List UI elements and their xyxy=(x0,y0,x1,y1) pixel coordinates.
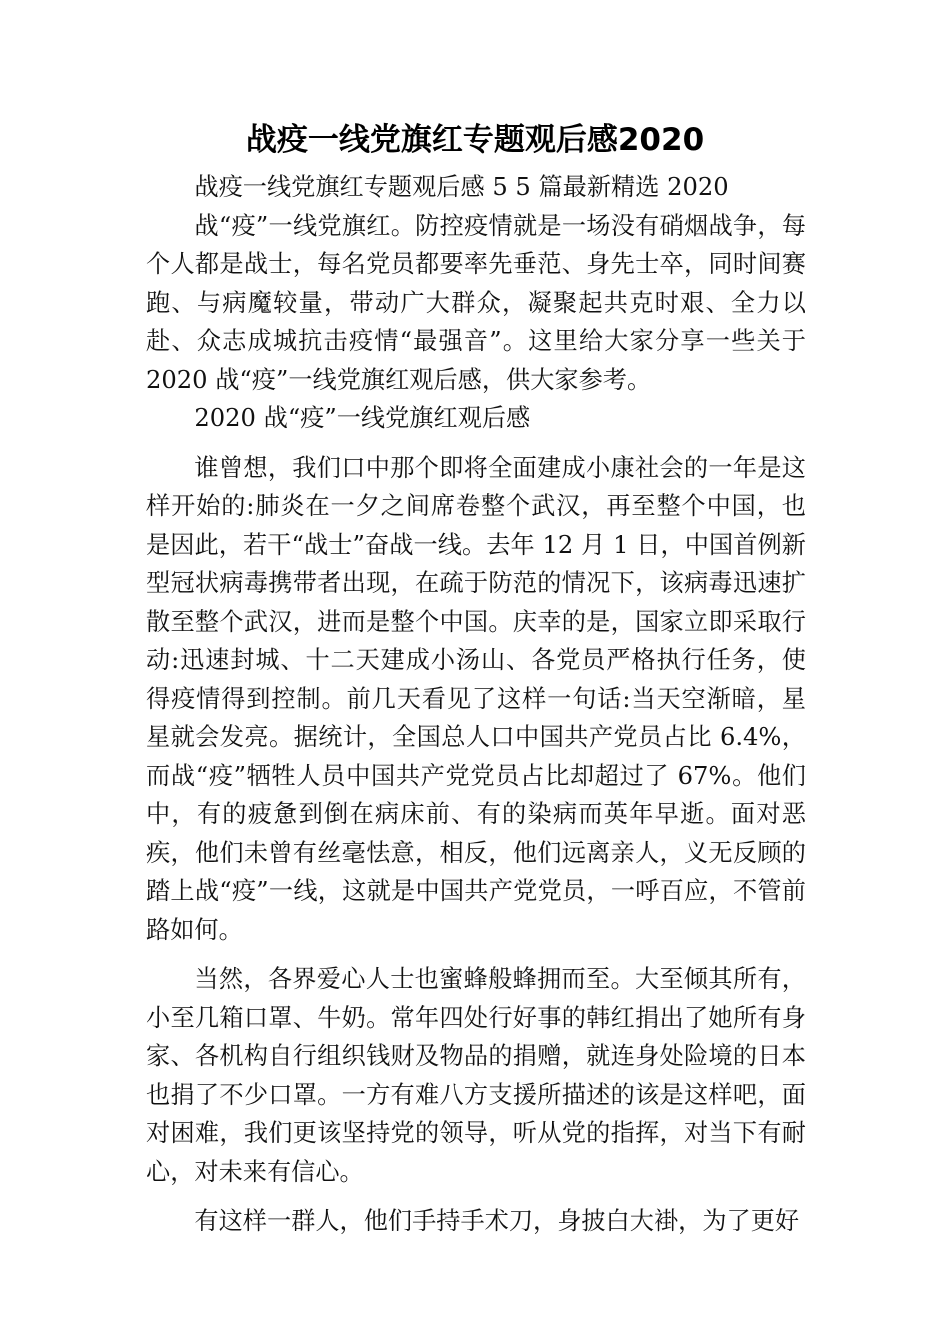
body-paragraph: 当然，各界爱心人士也蜜蜂般蜂拥而至。大至倾其所有，小至几箱口罩、牛奶。常年四处行好事的韩红捐出了她所有身家、各机构自行组织钱财及物品的捐赠，就连身处险境的日本也捐了不少口罩。一方有难八方支援所描述的该是这样吧，面对困难，我们更该坚持党的领导，听从党的指挥，对当下有耐心，对未来有信心。 xyxy=(146,965,806,1186)
section-heading: 2020 战“疫”一线党旗红观后感 xyxy=(194,404,531,432)
document-body xyxy=(146,168,806,1241)
document-title: 战疫一线党旗红专题观后感2020 xyxy=(245,122,705,158)
body-paragraph: 有这样一群人，他们手持手术刀，身披白大褂，为了更好 xyxy=(194,1207,800,1235)
body-paragraph: 谁曾想，我们口中那个即将全面建成小康社会的一年是这样开始的:肺炎在一夕之间席卷整个武汉，再至整个中国，也是因此，若干“战士”奋战一线。去年 12 月 1 日，中国首例新型冠状病毒携带者出现，在疏于防范的情况下，该病毒迅速扩散至整个武汉，进而是整个中国。庆幸的是，国家立即采取行动:迅速封城、十二天建成小汤山、各党员严格执行任务，使得疫情得到控制。前几天看见了这样一句话:当天空渐暗，星星就会发亮。据统计，全国总人口中国共产党员占比 6.4%，而战“疫”牺牲人员中国共产党党员占比却超过了 67%。他们中，有的疲惫到倒在病床前、有的染病而英年早逝。面对恶疾，他们未曾有丝毫怯意，相反，他们远离亲人，义无反顾的踏上战“疫”一线，这就是中国共产党党员，一呼百应，不管前路如何。 xyxy=(146,453,806,944)
document-subtitle: 战疫一线党旗红专题观后感 5 5 篇最新精选 2020 xyxy=(194,173,729,201)
intro-paragraph: 战“疫”一线党旗红。防控疫情就是一场没有硝烟战争，每个人都是战士，每名党员都要率先垂范、身先士卒，同时间赛跑、与病魔较量，带动广大群众，凝聚起共克时艰、全力以赴、众志成城抗击疫情“最强音”。这里给大家分享一些关于 2020 战“疫”一线党旗红观后感，供大家参考。 xyxy=(146,211,806,394)
